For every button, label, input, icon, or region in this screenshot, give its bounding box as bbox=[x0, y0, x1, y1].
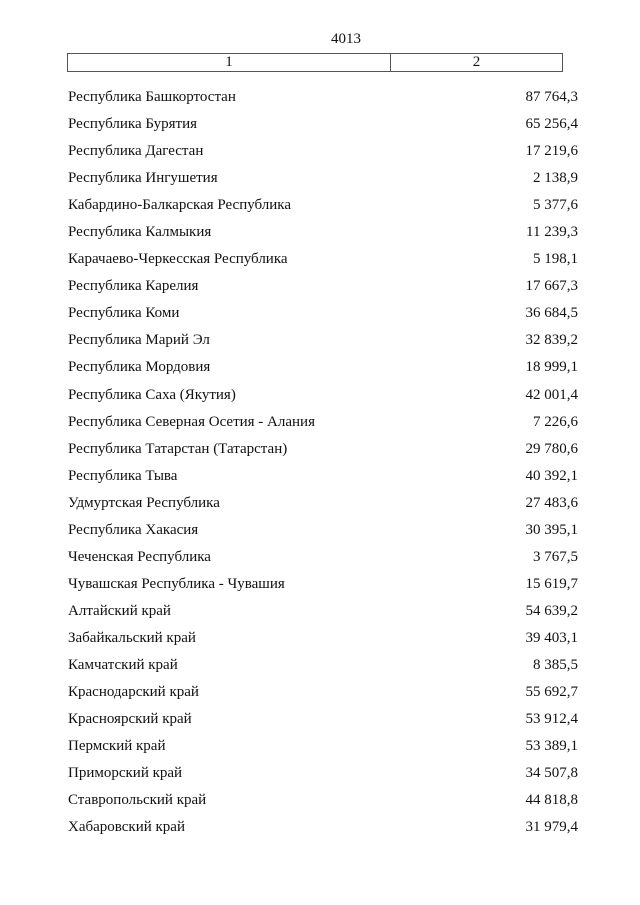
region-value: 87 764,3 bbox=[525, 89, 578, 105]
table-row bbox=[68, 601, 578, 628]
table-row bbox=[68, 168, 578, 195]
region-value: 7 226,6 bbox=[533, 413, 578, 430]
table-row bbox=[68, 114, 578, 141]
region-value: 29 780,6 bbox=[525, 440, 578, 457]
table-row bbox=[68, 493, 578, 520]
region-name: Алтайский край bbox=[68, 602, 171, 619]
table-row bbox=[68, 412, 578, 439]
region-name: Чеченская Республика bbox=[68, 548, 211, 565]
region-value: 5 377,6 bbox=[533, 197, 578, 214]
table-row bbox=[68, 763, 578, 790]
table-row bbox=[68, 520, 578, 547]
region-value: 2 138,9 bbox=[533, 170, 578, 187]
region-value: 5 198,1 bbox=[533, 251, 578, 268]
region-value: 36 684,5 bbox=[525, 305, 578, 322]
table-row bbox=[68, 817, 578, 844]
region-value: 42 001,4 bbox=[525, 386, 578, 403]
region-name: Республика Башкортостан bbox=[68, 89, 236, 105]
region-name: Республика Марий Эл bbox=[68, 332, 210, 349]
region-value: 8 385,5 bbox=[533, 656, 578, 673]
region-name: Республика Коми bbox=[68, 305, 180, 322]
region-name: Краснодарский край bbox=[68, 684, 199, 701]
table-row bbox=[68, 790, 578, 817]
table-body bbox=[68, 87, 578, 844]
table-row bbox=[68, 195, 578, 222]
region-value: 27 483,6 bbox=[525, 494, 578, 511]
region-name: Карачаево-Черкесская Республика bbox=[68, 251, 288, 268]
table-row bbox=[68, 655, 578, 682]
region-name: Чувашская Республика - Чувашия bbox=[68, 575, 285, 592]
table-row bbox=[68, 222, 578, 249]
region-value: 55 692,7 bbox=[525, 684, 578, 701]
region-value: 11 239,3 bbox=[526, 224, 578, 241]
column-header-2: 2 bbox=[472, 54, 481, 70]
region-name: Удмуртская Республика bbox=[68, 494, 220, 511]
region-name: Республика Саха (Якутия) bbox=[68, 386, 236, 403]
table-row bbox=[68, 385, 578, 412]
region-name: Камчатский край bbox=[68, 656, 178, 673]
table-row bbox=[68, 87, 578, 114]
region-name: Республика Северная Осетия - Алания bbox=[68, 413, 315, 430]
table-row bbox=[68, 709, 578, 736]
table-row bbox=[68, 303, 578, 330]
column-header-1: 1 bbox=[68, 54, 391, 71]
table-row bbox=[68, 439, 578, 466]
region-name: Хабаровский край bbox=[68, 819, 185, 836]
region-name: Кабардино-Балкарская Республика bbox=[68, 197, 292, 214]
region-value: 3 767,5 bbox=[533, 548, 578, 565]
region-value: 32 839,2 bbox=[525, 332, 578, 349]
region-name: Красноярский край bbox=[68, 711, 192, 728]
region-value: 30 395,1 bbox=[525, 521, 578, 538]
page-number: 4013 bbox=[331, 31, 361, 47]
region-name: Пермский край bbox=[68, 738, 166, 755]
region-value: 53 389,1 bbox=[525, 738, 578, 755]
region-name: Республика Карелия bbox=[68, 278, 199, 295]
table-row bbox=[68, 547, 578, 574]
region-value: 44 818,8 bbox=[525, 792, 578, 809]
region-name: Республика Татарстан (Татарстан) bbox=[68, 440, 288, 457]
region-value: 53 912,4 bbox=[525, 711, 578, 728]
table-row bbox=[68, 249, 578, 276]
region-value: 65 256,4 bbox=[525, 116, 578, 133]
table-row bbox=[68, 357, 578, 384]
table-row bbox=[68, 330, 578, 357]
table-row bbox=[68, 466, 578, 493]
region-value: 31 979,4 bbox=[525, 819, 578, 836]
region-name: Республика Калмыкия bbox=[68, 224, 212, 241]
table-row bbox=[68, 682, 578, 709]
region-value: 39 403,1 bbox=[525, 629, 578, 646]
table-row bbox=[68, 628, 578, 655]
region-value: 40 392,1 bbox=[525, 467, 578, 484]
table-row bbox=[68, 141, 578, 168]
table-header bbox=[67, 53, 563, 72]
region-name: Республика Мордовия bbox=[68, 359, 211, 376]
region-name: Республика Бурятия bbox=[68, 116, 198, 133]
region-name: Ставропольский край bbox=[68, 792, 207, 809]
region-value: 54 639,2 bbox=[525, 602, 578, 619]
table-row bbox=[68, 736, 578, 763]
region-value: 17 219,6 bbox=[525, 143, 578, 160]
region-name: Забайкальский край bbox=[68, 629, 196, 646]
table-row bbox=[68, 276, 578, 303]
region-value: 15 619,7 bbox=[525, 575, 578, 592]
region-name: Приморский край bbox=[68, 765, 183, 782]
region-name: Республика Тыва bbox=[68, 467, 178, 484]
region-name: Республика Ингушетия bbox=[68, 170, 218, 187]
region-name: Республика Дагестан bbox=[68, 143, 204, 160]
region-value: 34 507,8 bbox=[525, 765, 578, 782]
region-value: 17 667,3 bbox=[525, 278, 578, 295]
table-row bbox=[68, 574, 578, 601]
region-name: Республика Хакасия bbox=[68, 521, 199, 538]
region-value: 18 999,1 bbox=[525, 359, 578, 376]
